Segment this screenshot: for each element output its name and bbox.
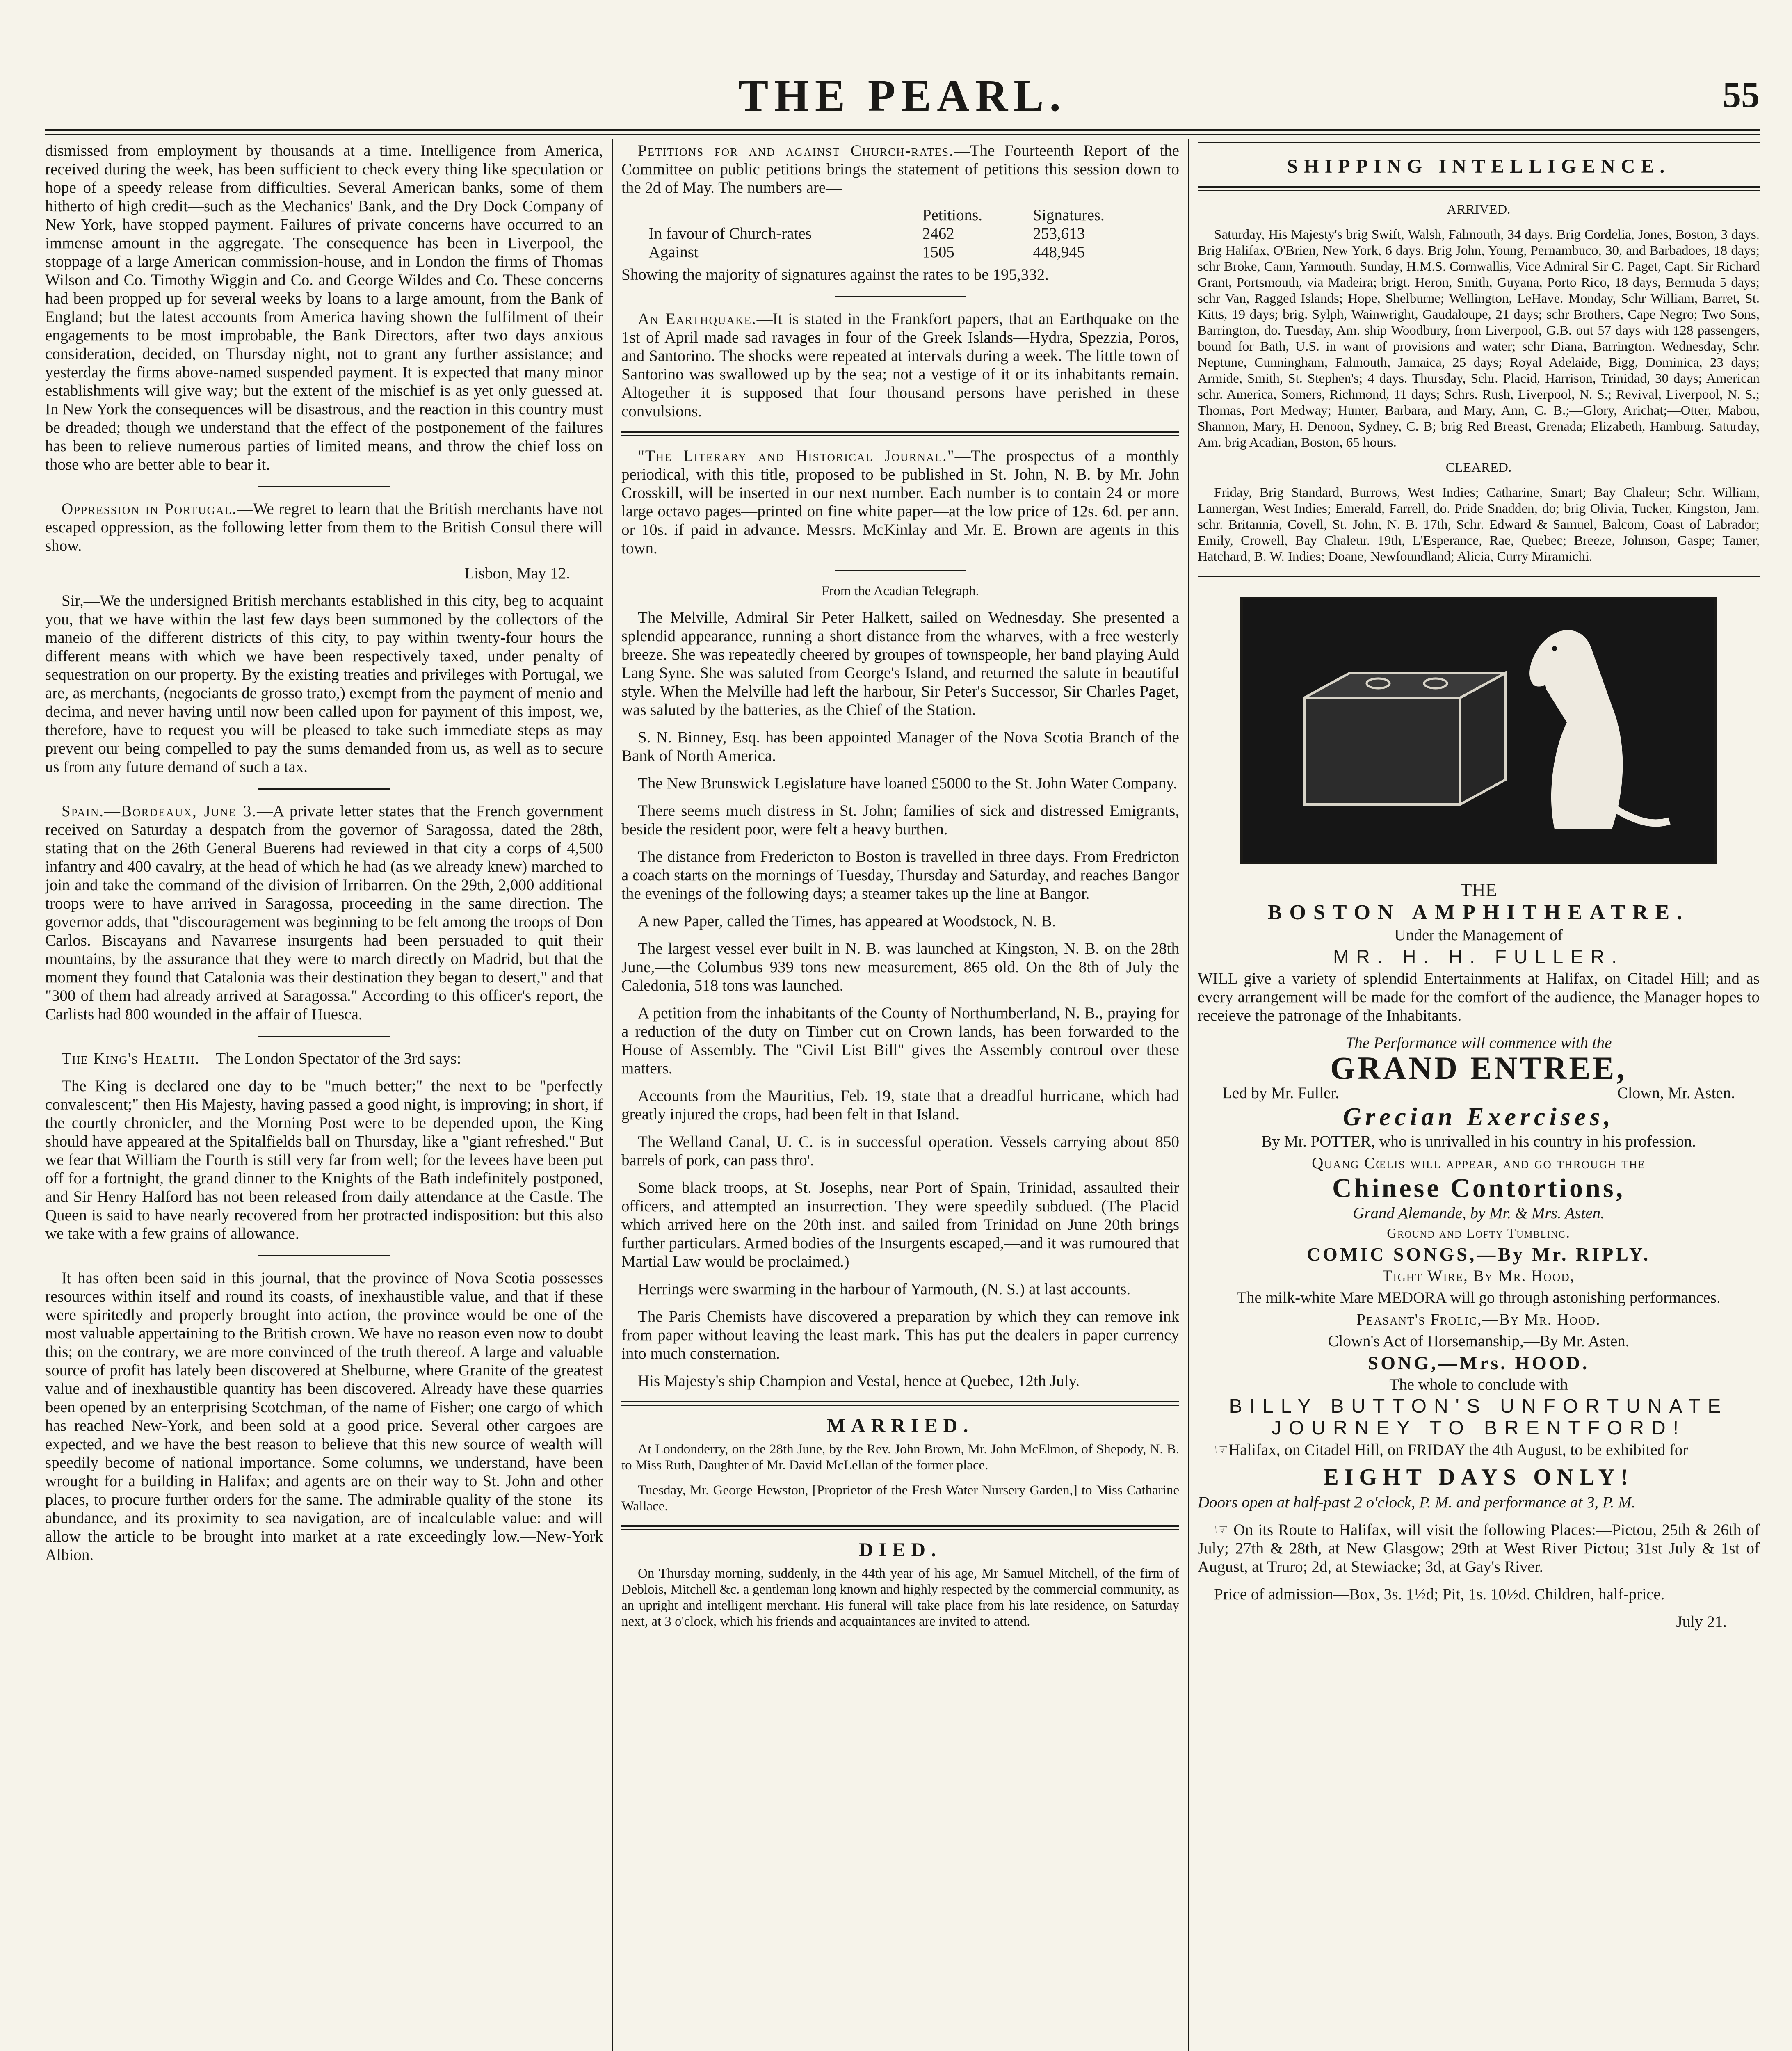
dateline: Lisbon, May 12. — [464, 564, 570, 582]
quote-text: The King is declared one day to be "much better;" the next to be "perfectly convalescent;" then His Majesty, having passed a good night, is improving; in short, if the courtly chronicler, and the Morning Post were to be depended upon, the King should have appeared at the Spitalfields ball on Thursday, like a "giant refreshed." But we fear that William the Fourth is still very far from well; for the levees have been put off for a fortnight, the grand dinner to the Knights of the Bath indefinitely postponed, and Sir Henry Halford has not been released from daily attendance at the Castle. The Queen is said to have nearly recovered from her protracted indisposition: but this also we take with a few grains of allowance. — [45, 1077, 603, 1242]
section-source: From the Acadian Telegraph. — [822, 584, 979, 598]
ad-chinese: Chinese Contortions, — [1332, 1173, 1625, 1203]
news-item: The New Brunswick Legislature have loaned £5000 to the St. John Water Company. — [638, 774, 1177, 792]
headline: The King's Health. — [62, 1050, 200, 1067]
table-cell: Against — [648, 243, 699, 261]
ad-led-row — [1198, 1084, 1760, 1102]
cleared-list: Friday, Brig Standard, Burrows, West Indies; Catharine, Smart; Bay Chaleur; Schr. William, Lannergan, West Indies; Emerald, Farrell, do. Pride Snadden, do; brig Olivia, Tucker, Kingston, Jam. schr. Britannia, Covell, St. John, N. B. 17th, Schr. Edward & Samuel, Balcom, Coast of Labrador; Emily, Crowell, Bay Chaleur. 19th, L'Esperance, Rae, Quebec; Breeze, Johnson, Gaspe; Tamer, Hatchard, B. W. Indies; Doane, Newfoundland; Alicia, Curry Miramichi. — [1198, 485, 1760, 564]
ad-grand-entree: GRAND ENTREE, — [1330, 1050, 1627, 1086]
double-rule — [1198, 576, 1760, 580]
ad-date: July 21. — [1676, 1613, 1727, 1631]
ad-medora: The milk-white Mare MEDORA will go through astonishing performances. — [1237, 1289, 1721, 1306]
news-item: Some black troops, at St. Josephs, near Port of Spain, Trinidad, assaulted their officers, and attempted an insurrection. They were speedily subdued. (The Placid which arrived here on the 20th inst. and sailed from Trinidad on June 20th brings further particulars. Armed bodies of the Insurgents escaped,—and it was rumoured that Martial Law would be proclaimed.) — [621, 1179, 1179, 1270]
ad-billy-line2: JOURNEY TO BRENTFORD! — [1271, 1417, 1686, 1439]
petitions-table — [644, 206, 1157, 261]
ad-tight-wire: Tight Wire, By Mr. Hood, — [1382, 1267, 1575, 1285]
article-portugal — [45, 500, 603, 555]
horse-illustration — [1243, 599, 1714, 862]
shipping-heading: SHIPPING INTELLIGENCE. — [1287, 155, 1671, 177]
cleared-heading: CLEARED. — [1445, 460, 1512, 475]
divider — [835, 570, 966, 571]
article-nova-scotia: It has often been said in this journal, that the province of Nova Scotia possesses resources within itself and round its coasts, of inexhaustible value, and that if these were spiritedly and properly brought into action, the province would be one of the most valuable appertaining to the British crown. We have no reason even now to doubt this; on the contrary, we are more convinced of the truth thereof. A large and valuable source of profit has lately been discovered at Shelburne, where Granite of the greatest value and of inexhaustible quantity has been discovered. Already have these quarries been opened by an enterprising Scotchman, of the name of Fisher; one cargo of which has reached New-York, and been sold at a good price. Several other cargoes are expected, and we have the best reason to believe that this new source of wealth will speedily become of national importance. Some columns, we understand, have been wrought for a building in Halifax; and agents are on their way to St. John and other places, to procure further orders for the same. The admirable quality of the stone—its abundance, and its proximity to sea navigation, are of incalculable value: and will allow the article to be brought into market at a rate exceedingly low.—New-York Albion. — [45, 1269, 603, 1564]
news-item: The Welland Canal, U. C. is in successful operation. Vessels carrying about 850 barrels of pork, can pass thro'. — [621, 1133, 1179, 1169]
article-intro: dismissed from employment by thousands at a time. Intelligence from America, received during the week, has been sufficient to check every thing like speculation or hope of a speedy release from difficulties. Several American banks, some of them hitherto of high credit—such as the Mechanics' Bank, and the Dry Dock Company of New York, have stopped payment. Failures of private concerns have occurred to an immense amount in the aggregate. The consequence has been in Liverpool, the stoppage of a large American commission-house, and in London the firms of Thomas Wilson and Co. Timothy Wiggin and Co. and George Wildes and Co. These concerns had been propped up for several weeks by loans to a large amount, from the Bank of England; but the latest accounts from America having shown the fulfilment of their engagements to be most improbable, the Bank Directors, after two days anxious consideration, decided, on Thursday night, not to grant any further assistance; and yesterday the firms above-named suspended payment. It is expected that many minor establishments will give way; but the extent of the mischief is as yet only guessed at. In New York the consequences will be disastrous, and the reaction in this country must be dreaded; though we understand that the effect of the postponement of the failures has been to relieve numerous parties of limited means, and throw the chief loss on those who are better able to bear it. — [45, 142, 603, 473]
ad-led: Led by Mr. Fuller. — [1222, 1084, 1339, 1102]
ad-clown: Clown, Mr. Asten. — [1617, 1084, 1735, 1102]
news-item: Herrings were swarming in the harbour of Yarmouth, (N. S.) at last accounts. — [638, 1280, 1131, 1298]
article-earthquake — [621, 310, 1179, 420]
ad-performance: The Performance will commence with the — [1345, 1034, 1612, 1052]
news-item: The Paris Chemists have discovered a preparation by which they can remove ink from paper without leaving the least mark. This has put the dealers in paper currency into much consternation. — [621, 1308, 1179, 1362]
article-petitions — [621, 142, 1179, 197]
horse-woodcut-image — [1240, 597, 1717, 864]
table-header: Signatures. — [1033, 206, 1105, 224]
article-body: —The prospectus of a monthly periodical, with this title, proposed to be published in St. John, N. B. by Mr. John Crosskill, will be inserted in our next number. Each number is to contain 24 or more large octavo pages—printed on fine white paper—at the low price of 12s. 6d. per ann. or 10s. if paid in advance. Messrs. McKinlay and Mr. E. Brown are agents in this town. — [621, 447, 1179, 557]
table-header: Petitions. — [922, 206, 983, 224]
table-cell: 2462 — [922, 225, 954, 242]
table-row — [644, 243, 1157, 261]
ad-halifax: ☞Halifax, on Citadel Hill, on FRIDAY the 4th August, to be exhibited for — [1214, 1441, 1688, 1459]
double-rule — [621, 431, 1179, 436]
ad-the: THE — [1460, 879, 1497, 900]
column-middle — [621, 142, 1179, 2051]
table-cell: 448,945 — [1033, 243, 1085, 261]
arrived-list: Saturday, His Majesty's brig Swift, Walsh, Falmouth, 34 days. Brig Cordelia, Jones, Boston, 3 days. Brig Halifax, O'Brien, New York, 6 days. Brig John, Young, Pernambuco, 30, and Barbadoes, 18 days; schr Broke, Cann, Yarmouth. Sunday, H.M.S. Cornwallis, Vice Admiral Sir C. Paget, Capt. Sir Richard Grant, Portsmouth, via Madeira; brigt. Heron, Smith, Guyana, Porto Rico, 18 days, Bermuda 5 days; schr Van, Ragged Islands; Hope, Shelburne; Wellington, LeHave. Monday, Schr William, Barret, St. Kitts, 19 days; brig. Sylph, Wainwright, Gaudaloupe, 21 days; schr Brothers, Cape Negro; Two Sons, Barrington, do. Tuesday, Am. ship Woodbury, from Liverpool, G.B. out 57 days with 128 passengers, bound for Bath, U.S. in want of provisions and water; schr Diana, Barrington. Wednesday, Schr. Neptune, Cunningham, Falmouth, Jamaica, 25 days; Royal Adelaide, Bigg, Dominica, 23 days; Armide, Smith, St. Stephen's; 4 days. Thursday, Schr. Placid, Harrison, Trinidad, 30 days; American schr. America, Somers, Richmond, 11 days; Schrs. Rush, Liverpool, N. S.; Revival, Liverpool, N. S.; Thomas, Port Medway; Hunter, Barbara, and Mary, Ann, C. B.;—Glory, Arichat;—Otter, Mabou, Shannon, Mary, H. Denoon, Sydney, C. B; brig Red Breast, Grenada; Elizabeth, Hamburg. Saturday, Am. brig Acadian, Boston, 65 hours. — [1198, 227, 1760, 450]
news-item: There seems much distress in St. John; families of sick and distressed Emigrants, beside the resident poor, were felt a heavy burthen. — [621, 802, 1179, 838]
married-item: At Londonderry, on the 28th June, by the Rev. John Brown, Mr. John McElmon, of Shepody, N. B. to Miss Ruth, Daughter of Mr. David McLellan of the former place. — [621, 1442, 1179, 1473]
article-spain — [45, 802, 603, 1023]
ad-comic: COMIC SONGS,—By Mr. RIPLY. — [1306, 1244, 1651, 1265]
double-rule — [621, 1401, 1179, 1406]
ad-billy-line1: BILLY BUTTON'S UNFORTUNATE — [1229, 1396, 1728, 1417]
ad-title: BOSTON AMPHITHEATRE. — [1267, 901, 1690, 924]
article-journal — [621, 447, 1179, 557]
table-cell: 1505 — [922, 243, 954, 261]
masthead-rule — [45, 129, 1760, 131]
ad-peasant: Peasant's Frolic,—By Mr. Hood. — [1356, 1311, 1601, 1328]
table-row — [644, 224, 1157, 243]
ad-price: Price of admission—Box, 3s. 1½d; Pit, 1s. 10½d. Children, half-price. — [1214, 1585, 1665, 1603]
ad-doors: Doors open at half-past 2 o'clock, P. M. and performance at 3, P. M. — [1198, 1494, 1636, 1511]
divider — [258, 788, 390, 790]
divider — [258, 1036, 390, 1037]
column-left — [45, 142, 603, 2051]
ad-ground: Ground and Lofty Tumbling. — [1387, 1226, 1571, 1241]
ad-manager: MR. H. H. FULLER. — [1333, 946, 1624, 967]
ad-intro: WILL give a variety of splendid Entertainments at Halifax, on Citadel Hill; and as every arrangement will be made for the comfort of the audience, the Manager hopes to receieve the patronage of the Inhabitants. — [1198, 970, 1760, 1024]
article-body: —It is stated in the Frankfort papers, that an Earthquake on the 1st of April made sad ravages in four of the Greek Islands—Hydra, Spezzia, Poros, and Santorino. The shocks were repeated at intervals during a week. The little town of Santorino was swallowed up by the sea; not a vestige of it or its inhabitants remain. Altogether it is supposed that four thousand persons have perished in these convulsions. — [621, 310, 1179, 420]
column-divider — [612, 139, 613, 2051]
news-item: The distance from Fredericton to Boston is travelled in three days. From Fredricton a coach starts on the mornings of Tuesday, Thursday and Saturday, and reaches Bangor the evenings of the following days; a steamer takes up the line at Bangor. — [621, 848, 1179, 902]
article-body: Showing the majority of signatures against the rates to be 195,332. — [621, 266, 1049, 283]
news-item: The Melville, Admiral Sir Peter Halkett, sailed on Wednesday. She presented a splendid appearance, running a short distance from the wharves, with a free westerly breeze. She was repeatedly cheered by groupes of townspeople, her band playing Auld Lang Syne. She was saluted from George's Island, and returned the salute in beautiful style. When the Melville had left the harbour, Sir Peter's Successor, Sir Charles Paget, was saluted by the batteries, as the Chief of the Station. — [621, 609, 1179, 719]
news-item: A petition from the inhabitants of the County of Northumberland, N. B., praying for a reduction of the duty on Timber cut on Crown lands, has been forwarded to the House of Assembly. The "Civil List Bill" gives the Assembly controul over these matters. — [621, 1004, 1179, 1077]
news-item: His Majesty's ship Champion and Vestal, hence at Quebec, 12th July. — [638, 1372, 1080, 1390]
ad-grecian: Grecian Exercises, — [1342, 1103, 1615, 1131]
ad-eight-days: EIGHT DAYS ONLY! — [1323, 1464, 1634, 1490]
married-heading: MARRIED. — [826, 1415, 974, 1437]
headline: Oppression in Portugal. — [62, 500, 237, 518]
divider — [835, 296, 966, 297]
died-heading: DIED. — [858, 1539, 942, 1561]
article-body: —We regret to learn that the British merchants have not escaped oppression, as the following letter from them to the British Consul there will show. — [45, 500, 603, 555]
ad-quang: Quang Cœlis will appear, and go through the — [1312, 1154, 1646, 1172]
ad-alemande: Grand Alemande, by Mr. & Mrs. Asten. — [1353, 1204, 1605, 1222]
ad-song: SONG,—Mrs. HOOD. — [1367, 1352, 1590, 1373]
table-cell: In favour of Church-rates — [648, 225, 812, 242]
divider — [258, 1255, 390, 1256]
article-kings-health — [45, 1049, 603, 1068]
ad-clowns-act: Clown's Act of Horsemanship,—By Mr. Asten. — [1328, 1332, 1630, 1350]
ad-potter: By Mr. POTTER, who is unrivalled in his country in his profession. — [1261, 1133, 1696, 1150]
ad-whole: The whole to conclude with — [1389, 1376, 1568, 1393]
table-cell: 253,613 — [1033, 225, 1085, 242]
news-item: Accounts from the Mauritius, Feb. 19, state that a dreadful hurricane, which had greatly injured the crops, had been felt in that Island. — [621, 1087, 1179, 1123]
masthead-rule-thin — [45, 134, 1760, 135]
double-rule — [1198, 186, 1760, 191]
column-right — [1198, 142, 1760, 2051]
headline: Petitions for and against Church-rates. — [638, 142, 954, 160]
married-item: Tuesday, Mr. George Hewston, [Proprietor of the Fresh Water Nursery Garden,] to Miss Catharine Wallace. — [621, 1483, 1179, 1514]
article-body: —A private letter states that the French government received on Saturday a despatch from the governor of Saragossa, dated the 28th, stating that on the 26th General Buerens had reviewed in that city a corps of 4,500 infantry and 400 cavalry, at the head of which he had (as we already knew) marched to join and take the command of the division of Irribarren. On the 29th, 2,000 additional troops were to have arrived in Saragossa, proceeding in the same direction. The governor adds, that "discouragement was beginning to be felt among the troops of Don Carlos. Biscayans and Navarrese insurgents had been persuaded to quit their mountains, by the assurance that they were to march directly on Madrid, but that the moment they found that Catalonia was their destination they began to desert," and that "300 of them had already arrived at Saragossa." According to this officer's report, the Carlists had 800 wounded in the affair of Huesca. — [45, 802, 603, 1023]
ad-route: ☞ On its Route to Halifax, will visit the following Places:—Pictou, 25th & 26th of July; 27th & 28th, at New Glasgow; 29th at West River Pictou; 31st July & 1st of August, at Truro; 2d, at Stewiacke; 3d, at Gay's River. — [1198, 1521, 1760, 1576]
page-number: 55 — [1723, 75, 1760, 115]
masthead-title: THE PEARL. — [738, 71, 1067, 121]
headline: "The Literary and Historical Journal." — [638, 447, 955, 465]
news-item: A new Paper, called the Times, has appeared at Woodstock, N. B. — [638, 912, 1056, 930]
article-body: —The Fourteenth Report of the Committee on public petitions brings the statement of petitions this session down to the 2d of May. The numbers are— — [621, 142, 1179, 196]
table-header — [644, 206, 917, 224]
article-body: —The London Spectator of the 3rd says: — [200, 1050, 461, 1067]
double-rule — [1198, 142, 1760, 146]
column-divider — [1188, 139, 1189, 2051]
headline: An Earthquake. — [638, 310, 757, 328]
headline: Spain.—Bordeaux, June 3. — [62, 802, 257, 820]
letter-text: Sir,—We the undersigned British merchants established in this city, beg to acquaint you, that we have within the last few days been summoned by the collectors of the maneio of the different districts of this city, to pay within twenty-four hours the different means with which we have been respectively taxed, under penalty of sequestration on our property. By the existing treaties and privileges with Portugal, we are, as merchants, (negociants de grosso trato,) exempt from the payment of menio and decima, and never having until now been called upon for payment of this impost, we, therefore, have to request you will be pleased to take such immediate steps as may prevent our being compelled to pay the sums demanded from us, as well as to secure us from any future demand of such a tax. — [45, 592, 603, 776]
divider — [258, 486, 390, 487]
news-item: The largest vessel ever built in N. B. was launched at Kingston, N. B. on the 28th June,—the Columbus 939 tons new measurement, 865 old. On the 8th of July the Caledonia, 518 tons was launched. — [621, 940, 1179, 994]
news-item: S. N. Binney, Esq. has been appointed Manager of the Nova Scotia Branch of the Bank of North America. — [621, 729, 1179, 765]
double-rule — [621, 1525, 1179, 1530]
masthead — [45, 70, 1760, 123]
ad-management: Under the Management of — [1394, 926, 1563, 944]
arrived-heading: ARRIVED. — [1447, 202, 1511, 217]
died-item: On Thursday morning, suddenly, in the 44th year of his age, Mr Samuel Mitchell, of the firm of Deblois, Mitchell &c. a gentleman long known and highly respected by the commercial community, as an upright and intelligent merchant. His funeral will take place from his late residence, on Saturday next, at 3 o'clock, which his friends and acquaintances are invited to attend. — [621, 1566, 1179, 1629]
